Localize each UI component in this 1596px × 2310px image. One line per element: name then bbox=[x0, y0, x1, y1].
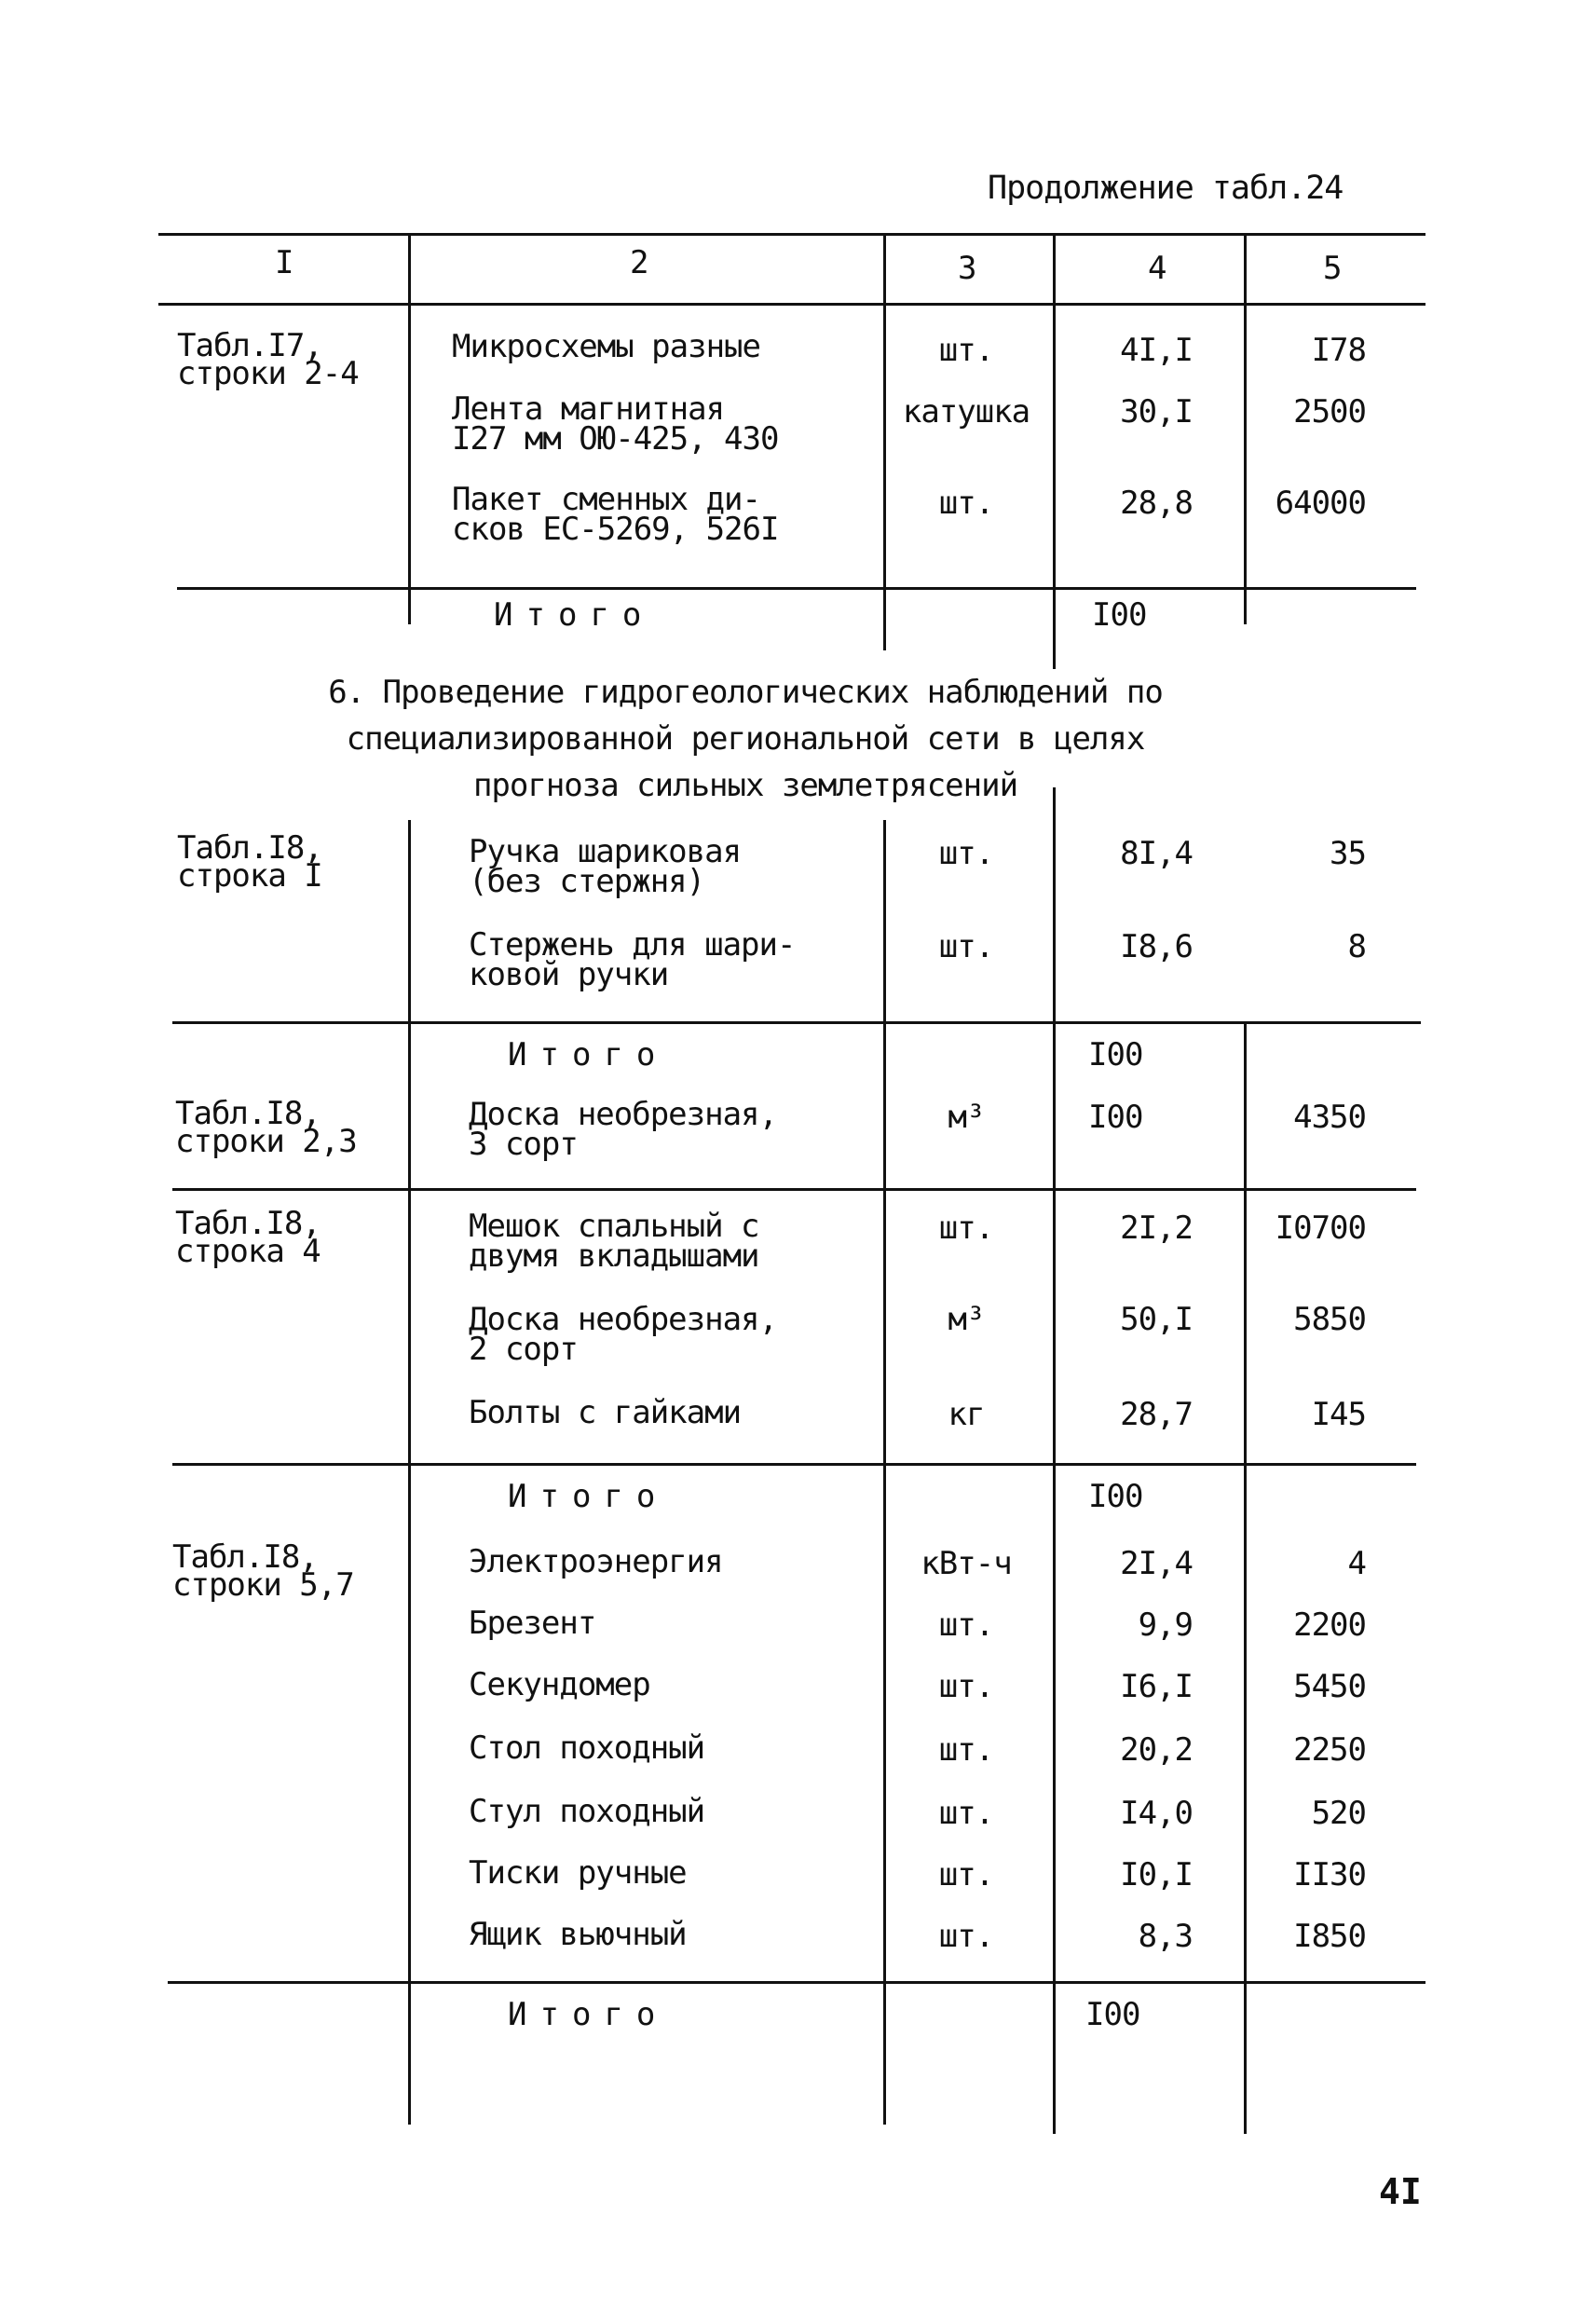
row-reference: Табл.I8, строки 5,7 bbox=[172, 1538, 354, 1604]
item-price: I850 bbox=[1293, 1918, 1366, 1955]
page-number: 4I bbox=[1379, 2171, 1422, 2212]
column-rule bbox=[883, 233, 886, 650]
item-unit: шт. bbox=[938, 1210, 994, 1247]
item-unit: шт. bbox=[938, 835, 994, 872]
item-name: Секундомер bbox=[469, 1666, 650, 1703]
item-share: I00 bbox=[1088, 1099, 1143, 1136]
column-rule bbox=[883, 820, 886, 2125]
total-share: I00 bbox=[1088, 1036, 1143, 1073]
column-header: 2 bbox=[630, 244, 648, 281]
item-share: 2I,2 bbox=[1120, 1210, 1193, 1247]
item-unit: кВт-ч bbox=[921, 1545, 1012, 1582]
group-rule bbox=[172, 1463, 1416, 1466]
item-unit: шт. bbox=[938, 1795, 994, 1832]
item-price: 520 bbox=[1311, 1795, 1366, 1832]
total-share: I00 bbox=[1092, 596, 1147, 634]
column-header: I bbox=[275, 244, 293, 281]
item-share: 50,I bbox=[1120, 1301, 1193, 1338]
row-reference: Табл.I7, строки 2-4 bbox=[177, 327, 359, 392]
group-rule bbox=[172, 1021, 1421, 1024]
item-name: Мешок спальный с двумя вкладышами bbox=[469, 1208, 759, 1275]
column-rule bbox=[1053, 233, 1056, 669]
item-price: 2500 bbox=[1293, 393, 1366, 431]
table-top-rule bbox=[158, 233, 1425, 236]
item-price: 5850 bbox=[1293, 1301, 1366, 1338]
item-unit: м³ bbox=[948, 1099, 985, 1136]
item-name: Стул походный bbox=[469, 1793, 705, 1830]
table-continuation-label: Продолжение табл.24 bbox=[988, 170, 1344, 207]
item-name: Болты с гайками bbox=[469, 1394, 742, 1431]
item-name: Брезент bbox=[469, 1605, 596, 1642]
total-label: Итого bbox=[494, 596, 655, 634]
item-name: Лента магнитная I27 мм ОЮ-425, 430 bbox=[452, 390, 779, 458]
item-share: 8I,4 bbox=[1120, 835, 1193, 872]
item-name: Стол походный bbox=[469, 1729, 705, 1767]
item-price: 5450 bbox=[1293, 1668, 1366, 1705]
item-share: 9,9 bbox=[1138, 1606, 1193, 1644]
column-header: 4 bbox=[1148, 250, 1166, 287]
item-price: 35 bbox=[1330, 835, 1366, 872]
item-price: 2200 bbox=[1293, 1606, 1366, 1644]
item-unit: м³ bbox=[948, 1301, 985, 1338]
total-label: Итого bbox=[508, 1996, 669, 2033]
item-share: 20,2 bbox=[1120, 1731, 1193, 1769]
item-name: Тиски ручные bbox=[469, 1854, 687, 1892]
total-label: Итого bbox=[508, 1036, 669, 1073]
item-share: I8,6 bbox=[1120, 928, 1193, 965]
column-rule bbox=[408, 233, 411, 624]
item-price: 64000 bbox=[1275, 485, 1366, 522]
total-share: I00 bbox=[1085, 1996, 1140, 2033]
item-share: I6,I bbox=[1120, 1668, 1193, 1705]
item-name: Ручка шариковая (без стержня) bbox=[469, 833, 742, 900]
item-name: Ящик вьючный bbox=[469, 1916, 687, 1953]
item-name: Доска необрезная, 2 сорт bbox=[469, 1301, 777, 1368]
group-rule bbox=[168, 1981, 1425, 1984]
item-share: I0,I bbox=[1120, 1856, 1193, 1893]
item-unit: шт. bbox=[938, 1668, 994, 1705]
group-rule bbox=[172, 1188, 1416, 1191]
item-price: I0700 bbox=[1275, 1210, 1366, 1247]
item-price: 8 bbox=[1347, 928, 1366, 965]
item-unit: шт. bbox=[938, 485, 994, 522]
item-share: 2I,4 bbox=[1120, 1545, 1193, 1582]
item-share: 28,8 bbox=[1120, 485, 1193, 522]
item-name: Микросхемы разные bbox=[452, 328, 760, 365]
item-share: 28,7 bbox=[1120, 1396, 1193, 1433]
item-price: 4350 bbox=[1293, 1099, 1366, 1136]
item-unit: шт. bbox=[938, 1918, 994, 1955]
item-price: II30 bbox=[1293, 1856, 1366, 1893]
item-unit: катушка bbox=[902, 393, 1030, 431]
item-unit: шт. bbox=[938, 1856, 994, 1893]
item-name: Стержень для шари- ковой ручки bbox=[469, 926, 796, 993]
header-bottom-rule bbox=[158, 303, 1425, 306]
item-price: I78 bbox=[1311, 332, 1366, 369]
group-rule bbox=[177, 587, 1416, 590]
item-unit: шт. bbox=[938, 1606, 994, 1644]
item-unit: шт. bbox=[938, 1731, 994, 1769]
item-name: Электроэнергия bbox=[469, 1543, 723, 1580]
column-rule bbox=[408, 820, 411, 2125]
item-price: I45 bbox=[1311, 1396, 1366, 1433]
row-reference: Табл.I8, строка 4 bbox=[175, 1205, 321, 1270]
item-unit: шт. bbox=[938, 332, 994, 369]
item-share: 8,3 bbox=[1138, 1918, 1193, 1955]
item-name: Доска необрезная, 3 сорт bbox=[469, 1096, 777, 1163]
item-unit: шт. bbox=[938, 928, 994, 965]
row-reference: Табл.I8, строки 2,3 bbox=[175, 1095, 357, 1160]
item-name: Пакет сменных ди- сков ЕС-5269, 526I bbox=[452, 481, 779, 548]
column-header: 5 bbox=[1323, 250, 1342, 287]
item-share: I4,0 bbox=[1120, 1795, 1193, 1832]
item-unit: кг bbox=[948, 1396, 985, 1433]
item-share: 30,I bbox=[1120, 393, 1193, 431]
column-header: 3 bbox=[958, 250, 976, 287]
row-reference: Табл.I8, строка I bbox=[177, 829, 322, 895]
section-title: 6. Проведение гидрогеологических наблюдений по специализированной региональной сети в целях прогноза сильных землетрясений bbox=[328, 674, 1163, 804]
total-label: Итого bbox=[508, 1478, 669, 1515]
item-price: 4 bbox=[1347, 1545, 1366, 1582]
item-price: 2250 bbox=[1293, 1731, 1366, 1769]
column-rule bbox=[1244, 233, 1247, 624]
item-share: 4I,I bbox=[1120, 332, 1193, 369]
total-share: I00 bbox=[1088, 1478, 1143, 1515]
